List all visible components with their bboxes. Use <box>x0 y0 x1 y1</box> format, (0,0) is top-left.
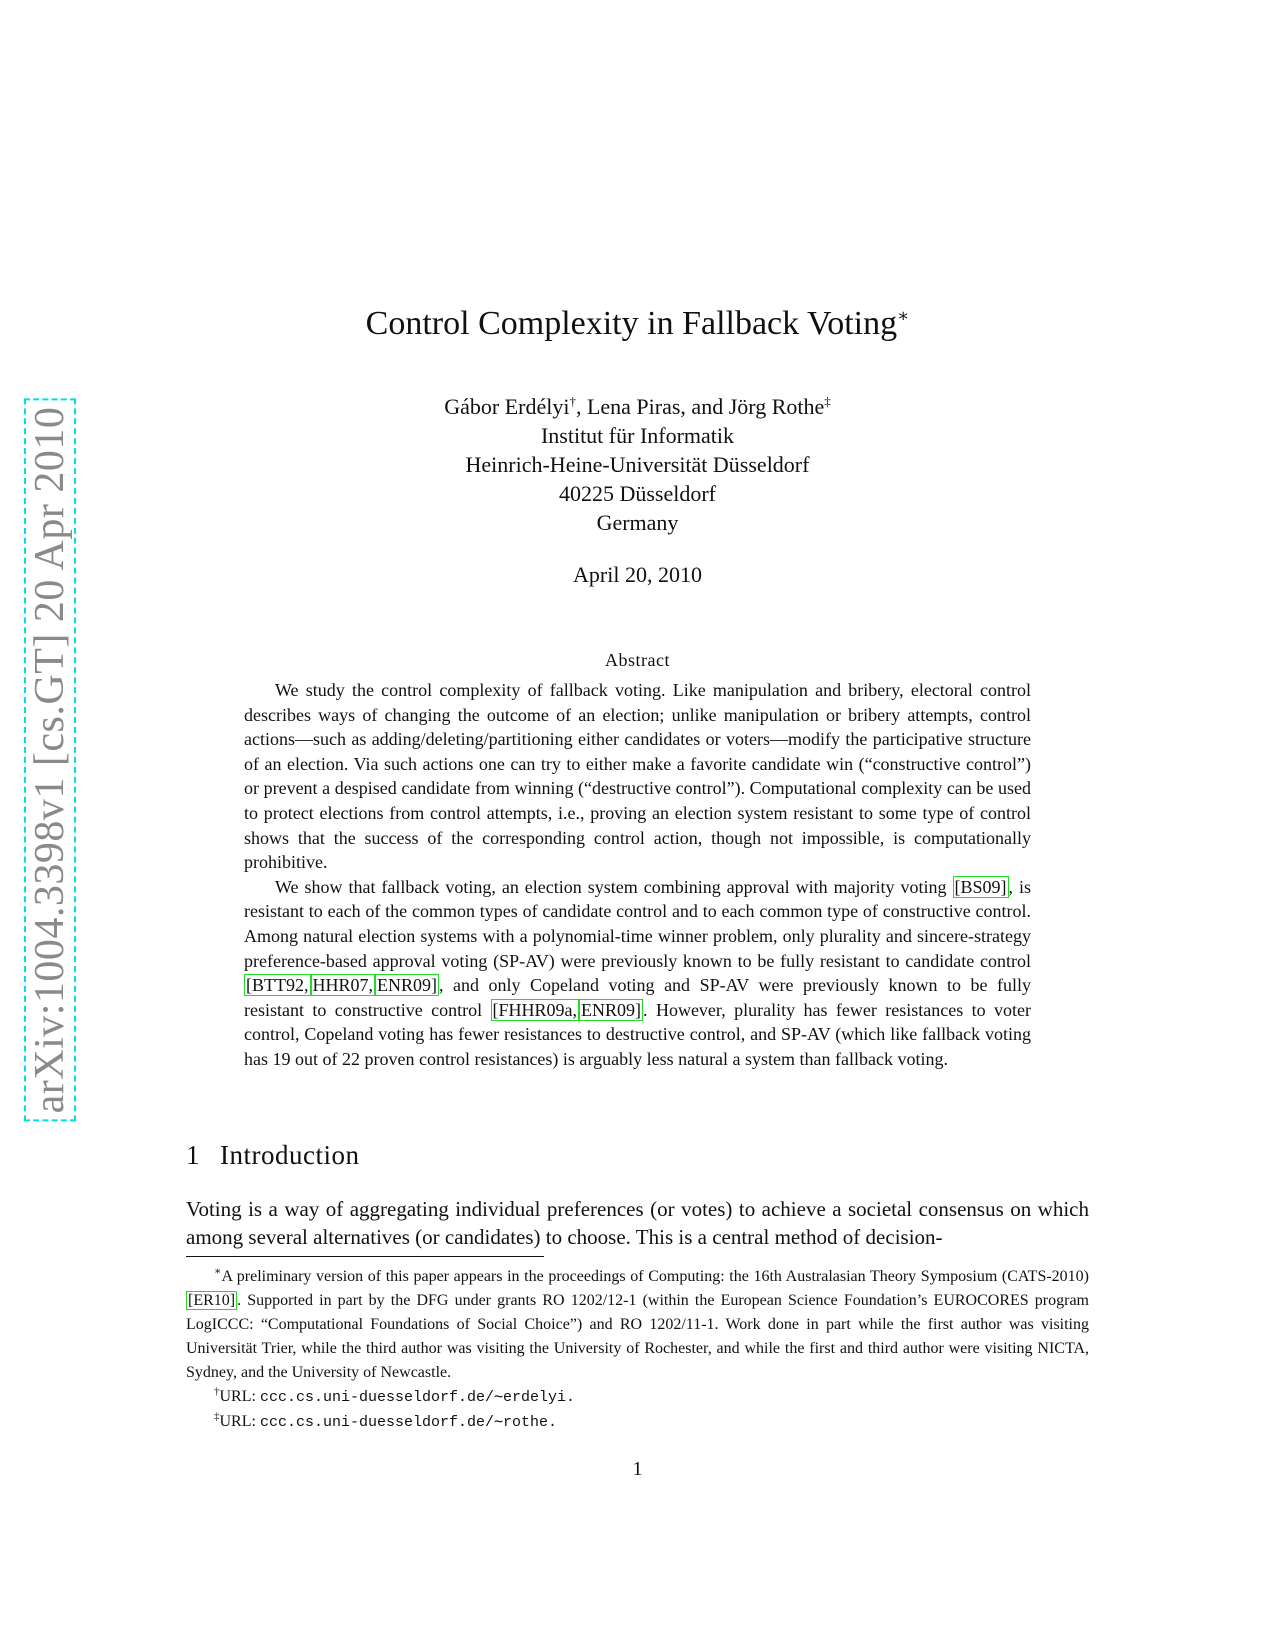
footnote-2 <box>186 1385 1089 1410</box>
author-block <box>0 392 1275 537</box>
citation-link-fhhr09a[interactable]: [FHHR09a, <box>492 999 578 1020</box>
footnote-rule <box>186 1256 544 1257</box>
section-heading-introduction <box>186 1140 359 1171</box>
abstract-heading: Abstract <box>605 650 670 670</box>
footnote-text: A preliminary version of this paper appears in the proceedings of Computing: the 16th Australasian Theory Symposium (CATS-2010) <box>221 1268 1089 1285</box>
citation-link-btt92[interactable]: [BTT92, <box>246 975 309 996</box>
abstract-text: We show that fallback voting, an election system combining approval with majority voting <box>275 876 953 897</box>
paper-title <box>0 305 1275 343</box>
abstract-text: , and only Copeland voting and SP-AV were previously known to be fully resistant to constructive control <box>244 975 1031 1020</box>
citation-link-enr09[interactable]: ENR09] <box>581 999 642 1020</box>
footnote-2-mark: † <box>214 1385 220 1398</box>
footnote-url-label: URL: <box>219 1388 260 1405</box>
abstract-text: . However, plurality has fewer resistances to voter control, Copeland voting has fewer resistances to destructive control, and SP-AV (which like fallback voting has 19 out of 22 proven control resistances) is arguably less natural a system than fallback voting. <box>244 999 1031 1069</box>
abstract-paragraph-1: We study the control complexity of fallback voting. Like manipulation and bribery, electoral control describes ways of changing the outcome of an election; unlike manipulation or bribery attempts, control actions—such as adding/deleting/partitioning either candidates or voters—modify the participative structure of an election. Via such actions one can try to either make a favorite candidate win (“constructive control”) or prevent a despised candidate from winning (“destructive control”). Computational complexity can be used to protect elections from control attempts, i.e., proving an election system resistant to some type of control shows that the success of the corresponding control action, though not impossible, is computationally prohibitive. <box>244 680 1031 873</box>
city: 40225 Düsseldorf <box>558 481 717 506</box>
citation-link-hhr07[interactable]: HHR07, <box>312 975 374 996</box>
author1-footnote-mark[interactable]: † <box>569 393 576 409</box>
author-piras-rothe: , Lena Piras, and Jörg Rothe <box>575 394 825 419</box>
abstract-paragraph-2 <box>244 875 1031 1072</box>
footnote-url-erdelyi[interactable]: ccc.cs.uni-duesseldorf.de/∼erdelyi. <box>259 1389 576 1406</box>
footnote-3 <box>186 1410 1089 1435</box>
footnote-url-rothe[interactable]: ccc.cs.uni-duesseldorf.de/∼rothe. <box>259 1414 558 1431</box>
page-number: 1 <box>632 1458 643 1480</box>
author-erdelyi: Gábor Erdélyi <box>444 394 570 419</box>
footnote-url-label: URL: <box>219 1413 260 1430</box>
intro-paragraph: Voting is a way of aggregating individual preferences (or votes) to achieve a societal consensus on which among several alternatives (or candidates) to choose. This is a central method of decision- <box>186 1197 1089 1249</box>
abstract-text: , is resistant to each of the common types of candidate control and to each common type of constructive control. Among natural election systems with a polynomial-time winner problem, only plurality and sincere-strategy preference-based approval voting (SP-AV) were previously known to be fully resistant to candidate control <box>244 876 1031 971</box>
footnote-3-mark: ‡ <box>214 1410 220 1423</box>
footnotes <box>186 1265 1089 1435</box>
citation-link-er10[interactable]: [ER10] <box>188 1292 236 1309</box>
arxiv-sidebar <box>0 0 73 1114</box>
abstract-body <box>244 678 1031 1072</box>
footnote-1-mark: ∗ <box>214 1265 222 1278</box>
title-footnote-mark[interactable]: ∗ <box>897 305 910 326</box>
footnote-1 <box>186 1265 1089 1385</box>
country: Germany <box>596 510 679 535</box>
footnote-text: . Supported in part by the DFG under grants RO 1202/12-1 (within the European Science Foundation’s EUROCORES program LogICCC: “Computational Foundations of Social Choice”) and RO 1202/11-1. Work done in part while the first author was visiting Universität Trier, while the third author was visiting the University of Rochester, and while the first and third author were visiting NICTA, Sydney, and the University of Newcastle. <box>186 1292 1089 1381</box>
university: Heinrich-Heine-Universität Düsseldorf <box>465 452 810 477</box>
title-text: Control Complexity in Fallback Voting <box>365 305 898 342</box>
paper-date: April 20, 2010 <box>573 562 702 587</box>
author3-footnote-mark[interactable]: ‡ <box>824 393 831 409</box>
citation-link-bs09[interactable]: [BS09] <box>954 876 1007 897</box>
section-number: 1 <box>186 1140 200 1170</box>
arxiv-identifier[interactable]: arXiv:1004.3398v1 [cs.GT] 20 Apr 2010 <box>24 399 76 1122</box>
affiliation: Institut für Informatik <box>540 423 735 448</box>
citation-link-enr09[interactable]: ENR09] <box>377 975 438 996</box>
author-line <box>0 392 1275 421</box>
section-title: Introduction <box>220 1140 360 1170</box>
